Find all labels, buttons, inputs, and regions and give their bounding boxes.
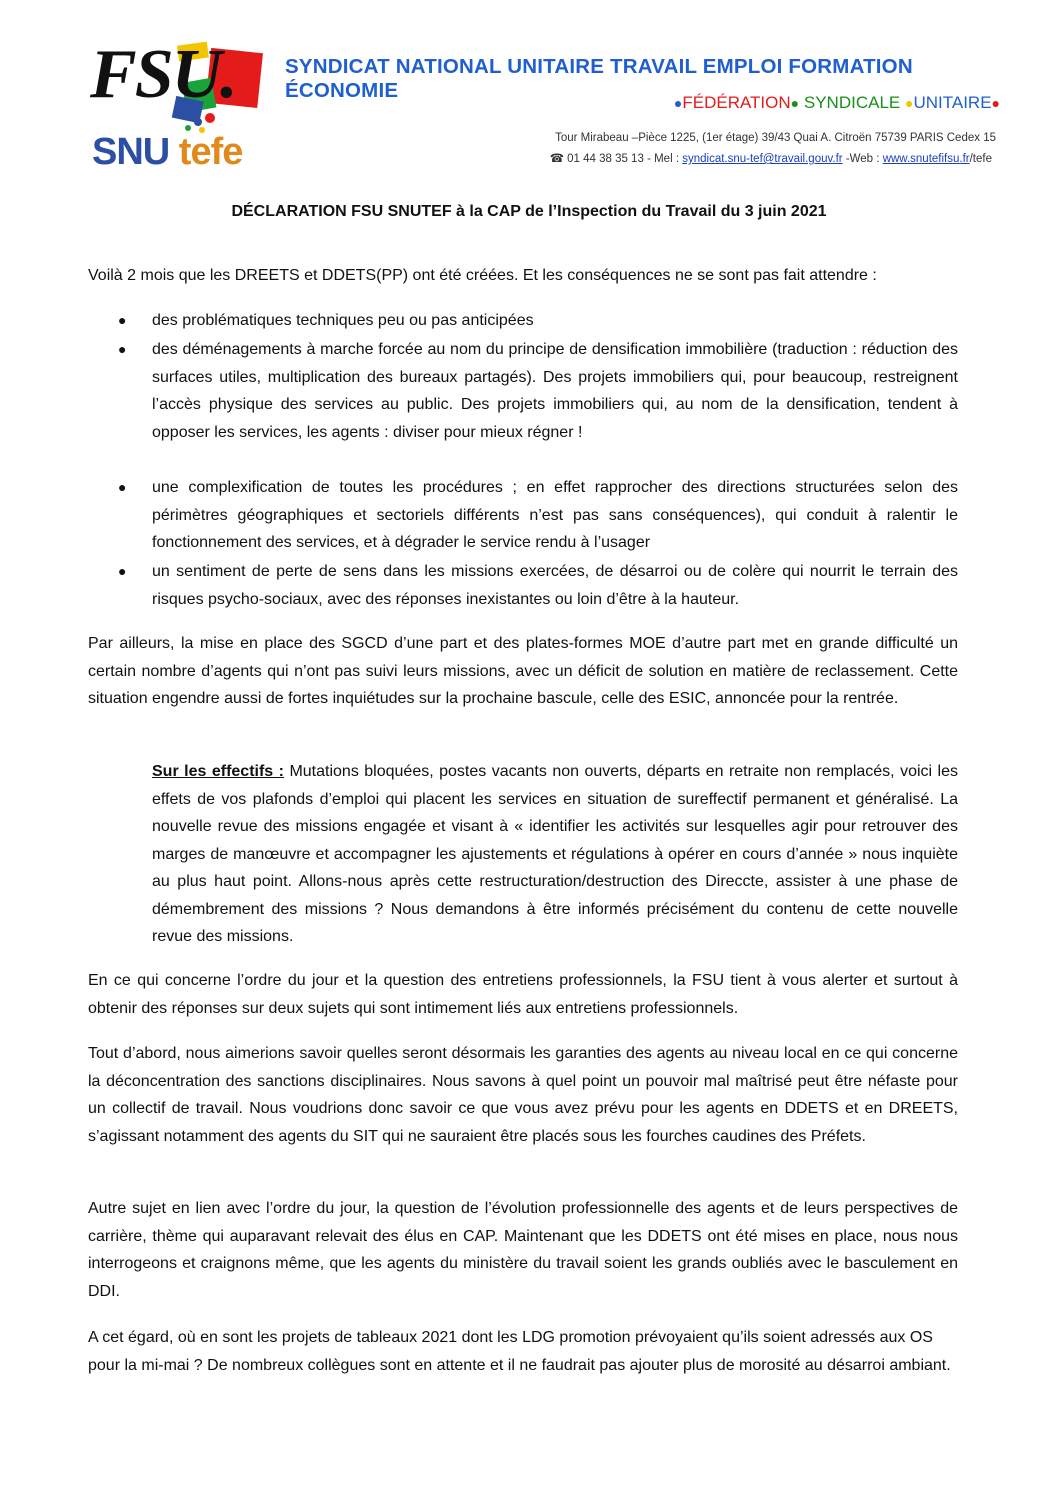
- fsu-snutefe-logo: [90, 36, 270, 180]
- bullet-icon: ●: [118, 312, 127, 328]
- list-item: [118, 307, 958, 335]
- bullet-icon: ●: [118, 563, 127, 579]
- list-item-text: des déménagements à marche forcée au nom du principe de densification immobilière (traduction : réduction des surfaces utiles, multiplication des bureaux partagés). Des projets immobiliers qui, pour beaucoup, restreignent l’accès physique des services au public. Des projets immobiliers qui, au nom de la densification, tendent à opposer les services, les agents : diviser pour mieux régner !: [152, 341, 958, 441]
- bullet-dot-icon: ●: [790, 95, 800, 111]
- phone-number: 01 44 38 35 13: [567, 153, 644, 165]
- logo-snutefe-text: [92, 132, 242, 172]
- list-item: [118, 336, 958, 446]
- logo-snu-part: SNU: [92, 131, 170, 173]
- intro-paragraph: Voilà 2 mois que les DREETS et DDETS(PP) ont été créées. Et les conséquences ne se sont pas fait attendre :: [88, 267, 877, 284]
- bullet-icon: ●: [118, 341, 127, 357]
- phone-icon: ☎: [549, 153, 564, 165]
- web-label: -Web :: [845, 153, 880, 165]
- logo-fsu-text: FSU.: [90, 36, 236, 113]
- contact-line: [550, 151, 992, 165]
- list-item: [118, 558, 958, 613]
- paragraph-tableaux: A cet égard, où en sont les projets de tableaux 2021 dont les LDG promotion prévoyaient qu’ils soient adressés aux OS pour la mi-mai ? De nombreux collègues sont en attente et il ne faudrait pas ajouter plus de morosité au désarroi ambiant.: [88, 1329, 951, 1374]
- website-suffix: /tefe: [969, 153, 992, 165]
- list-item-text: une complexification de toutes les procédures ; en effet rapprocher des directions structurées selon des périmètres géographiques et sectoriels différents n’est pas sans conséquences), qui conduit à ralentir le fonctionnement des services, et à dégrader le service rendu à l’usager: [152, 479, 958, 551]
- paragraph-sgcd: Par ailleurs, la mise en place des SGCD d’une part et des plates-formes MOE d’autre part met en grande difficulté un certain nombre d’agents qui n’ont pas suivi leurs missions, avec un déficit de solution en matière de reclassement. Cette situation engendre aussi de fortes inquiétudes sur la prochaine bascule, celle des ESIC, annoncée pour la rentrée.: [88, 635, 958, 707]
- document-title: DÉCLARATION FSU SNUTEF à la CAP de l’Inspection du Travail du 3 juin 2021: [231, 203, 827, 220]
- effectifs-heading: Sur les effectifs :: [152, 763, 284, 780]
- mel-label: - Mel :: [647, 153, 680, 165]
- website-link[interactable]: www.snutefifsu.fr: [882, 153, 970, 165]
- bullet-dot-icon: ●: [991, 95, 1000, 111]
- logo-tefe-part: tefe: [178, 131, 243, 173]
- tag-word: SYNDICALE: [803, 93, 901, 112]
- paragraph-sanctions: Tout d’abord, nous aimerions savoir quelles seront désormais les garanties des agents au niveau local en ce qui concerne la déconcentration des sanctions disciplinaires. Nous savons à quel point un pouvoir mal maîtrisé peut être néfaste pour un collectif de travail. Nous voudrions donc savoir ce que vous avez prévu pour les agents en DDETS et en DREETS, s’agissant notamment des agents du SIT qui ne sauraient être placés sous les fourches caudines des Préfets.: [88, 1045, 958, 1145]
- effectifs-text: Mutations bloquées, postes vacants non ouverts, départs en retraite non remplacés, voici les effets de vos plafonds d’emploi qui placent les services en situation de sureffectif permanent et généralisé. La nouvelle revue des missions engagée et visant à « identifier les activités sur lesquelles agir pour retrouver des marges de manœuvre et accompagner les ajustements et régulations à opérer en cours d’année » nous inquiète au plus haut point. Allons-nous après cette restructuration/destruction des Direccte, assister à une phase de démembrement des missions ? Nous demandons à être informés précisément du contenu de cette nouvelle revue des missions.: [152, 763, 958, 945]
- tag-word: FÉDÉRATION: [682, 93, 791, 112]
- paragraph-evolution: Autre sujet en lien avec l’ordre du jour, la question de l’évolution professionnelle des agents et de leurs perspectives de carrière, thème qui auparavant relevait des élus en CAP. Maintenant que les DDETS ont été mises en place, nous nous interrogeons et craignons même, que les agents du ministère du travail soient les grands oubliés avec le basculement en DDI.: [88, 1200, 958, 1300]
- tag-word: UNITAIRE: [913, 93, 992, 112]
- paragraph-effectifs: [152, 758, 958, 951]
- list-item: [118, 474, 958, 557]
- bullet-dot-icon: ●: [904, 95, 914, 111]
- list-item-text: un sentiment de perte de sens dans les missions exercées, de désarroi ou de colère qui nourrit le terrain des risques psycho-sociaux, avec des réponses inexistantes ou loin d’être à la hauteur.: [152, 563, 958, 608]
- list-item-text: des problématiques techniques peu ou pas anticipées: [152, 312, 534, 329]
- paragraph-ordre-du-jour: En ce qui concerne l’ordre du jour et la question des entretiens professionnels, la FSU tient à vous alerter et surtout à obtenir des réponses sur deux sujets qui sont intimement liés aux entretiens professionnels.: [88, 972, 958, 1017]
- postal-address: Tour Mirabeau –Pièce 1225, (1er étage) 39/43 Quai A. Citroën 75739 PARIS Cedex 15: [555, 132, 996, 144]
- email-link[interactable]: syndicat.snu-tef@travail.gouv.fr: [682, 153, 843, 165]
- bullet-icon: ●: [118, 479, 127, 495]
- organization-name: SYNDICAT NATIONAL UNITAIRE TRAVAIL EMPLOI FORMATION ÉCONOMIE: [285, 55, 913, 102]
- organization-tagline: [674, 93, 1000, 113]
- bullet-dot-icon: ●: [673, 95, 683, 111]
